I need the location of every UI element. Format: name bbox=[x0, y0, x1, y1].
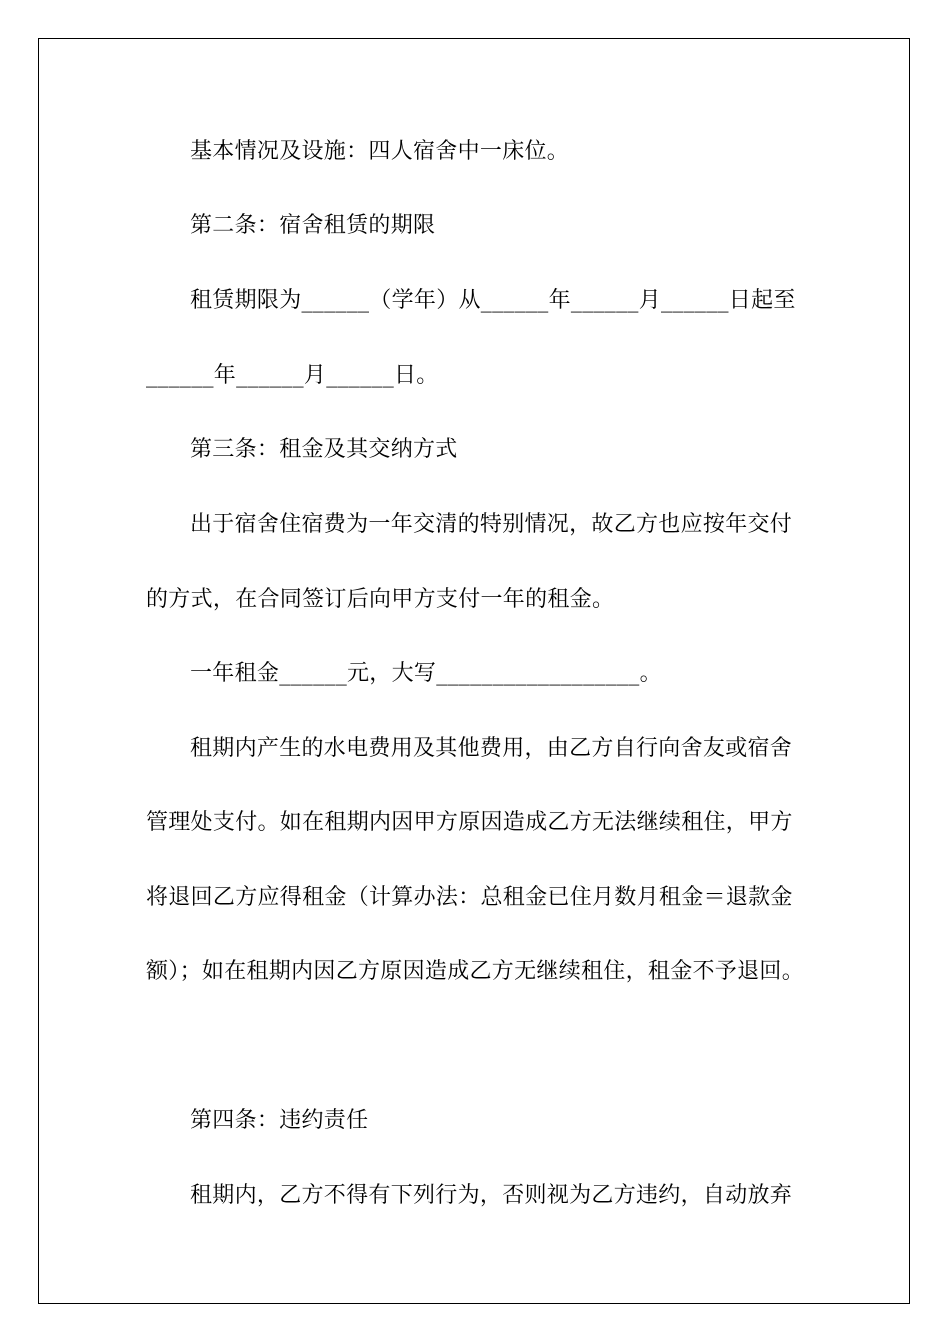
lease-term-line-2: ______年______月______日。 bbox=[146, 363, 439, 388]
article-4-heading: 第四条：违约责任 bbox=[190, 1108, 369, 1133]
payment-paragraph-line-2: 的方式，在合同签订后向甲方支付一年的租金。 bbox=[146, 587, 615, 612]
article-3-heading: 第三条：租金及其交纳方式 bbox=[190, 437, 458, 462]
utilities-paragraph-line-1: 租期内产生的水电费用及其他费用，由乙方自行向舍友或宿舍 bbox=[190, 736, 793, 761]
article-2-heading: 第二条：宿舍租赁的期限 bbox=[190, 213, 436, 238]
utilities-paragraph-line-3: 将退回乙方应得租金（计算办法：总租金已住月数月租金＝退款金 bbox=[146, 885, 793, 910]
annual-rent-line: 一年租金______元，大写__________________。 bbox=[190, 661, 662, 686]
facilities-paragraph: 基本情况及设施：四人宿舍中一床位。 bbox=[190, 139, 570, 164]
payment-paragraph-line-1: 出于宿舍住宿费为一年交清的特别情况，故乙方也应按年交付 bbox=[190, 512, 793, 537]
utilities-paragraph-line-4: 额）；如在租期内因乙方原因造成乙方无继续租住，租金不予退回。 bbox=[146, 959, 805, 984]
breach-paragraph-line-1: 租期内，乙方不得有下列行为，否则视为乙方违约，自动放弃 bbox=[190, 1183, 793, 1208]
utilities-paragraph-line-2: 管理处支付。如在租期内因甲方原因造成乙方无法继续租住，甲方 bbox=[146, 810, 793, 835]
lease-term-line-1: 租赁期限为______（学年）从______年______月______日起至 bbox=[190, 288, 796, 313]
